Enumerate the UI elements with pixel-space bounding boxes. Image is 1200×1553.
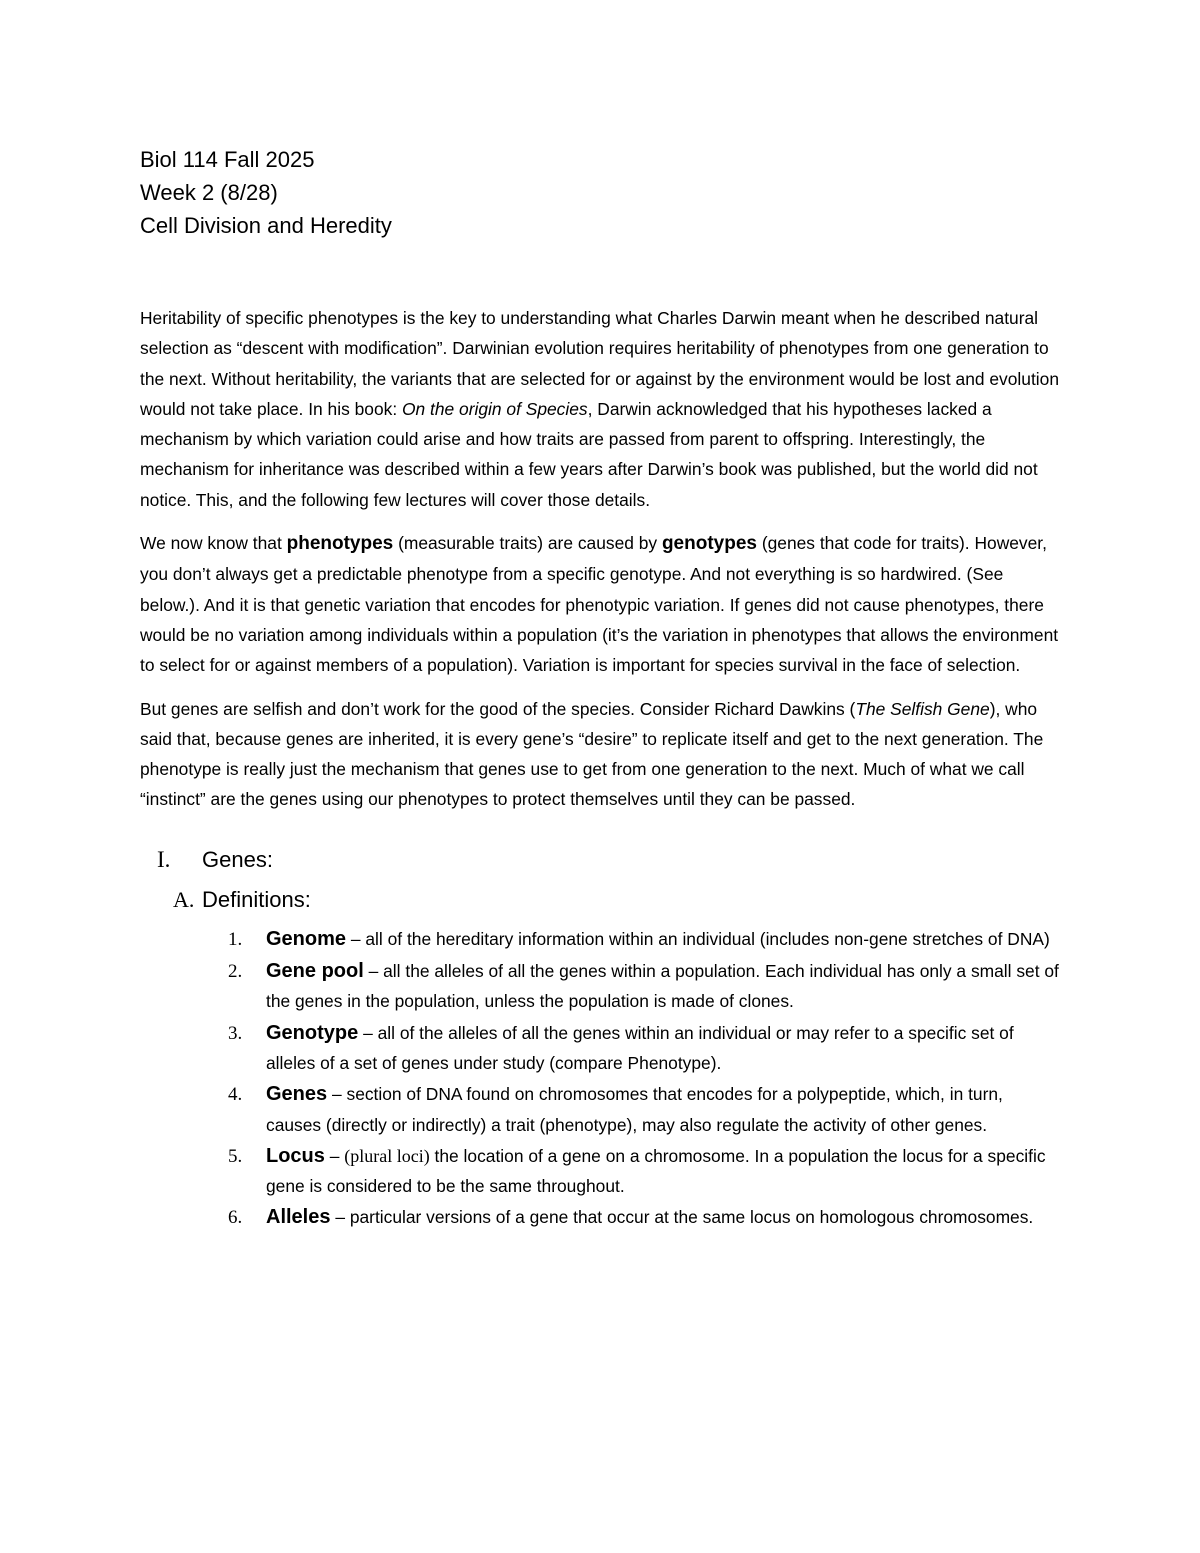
def-text: the location of a gene on a chromosome. In a population the locus for a specific gene is considered to be the same throughout. (266, 1145, 1046, 1197)
subsection-heading (140, 882, 1060, 918)
definitions-list (140, 924, 1060, 1234)
item-number: 1. (228, 928, 243, 950)
def-text: all of the alleles of all the genes within an individual or may refer to a specific set of alleles of a set of genes under study (compare Phenotype). (266, 1022, 1014, 1073)
term-phenotypes: phenotypes (286, 533, 394, 555)
def-term: Locus (266, 1144, 325, 1167)
week-label: Week 2 (8/28) (140, 180, 278, 205)
paragraph-genotypes (140, 528, 1060, 680)
list-item: 2. Gene pool – all the alleles of all the genes within a population. Each individual has only a small set of the genes in the population, unless the population is made of clones. (140, 956, 1060, 1017)
paragraph-text: (genes that code for traits). However, you don’t always get a predictable phenotype from a specific genotype. And not everything is so hardwired. (See below.). And it is that genetic variation that encodes for phenotypic variation. If genes did not cause phenotypes, there would be no variation among individuals within a population (it’s the variation in phenotypes that allows the environment to select for or against members of a population). Variation is important for species survival in the face of selection. (140, 533, 1059, 676)
section-heading (140, 842, 1060, 878)
subsection-title: Definitions: (202, 886, 311, 912)
paragraph-text: Heritability of specific phenotypes is the key to understanding what Charles Darwin meant when he described natural selection as “descent with modification”. Darwinian evolution requires heritability of phenotypes from one generation to the next. Without heritability, the variants that are selected for or against by the environment would be lost and evolution would not take place. In his book: (140, 308, 1060, 419)
def-plural-note: (plural loci) (344, 1145, 430, 1166)
list-item: 6. Alleles – particular versions of a gene that occur at the same locus on homologous chromosomes. (140, 1202, 1060, 1233)
paragraph-text: ), who said that, because genes are inherited, it is every gene’s “desire” to replicate itself and get to the next generation. The phenotype is really just the mechanism that genes use to get from one generation to the next. Much of what we call “instinct” are the genes using our phenotypes to protect themselves until they can be passed. (140, 698, 1044, 810)
list-item: 4. Genes – section of DNA found on chromosomes that encodes for a polypeptide, which, in turn, causes (directly or indirectly) a trait (phenotype), may also regulate the activity of other genes. (140, 1079, 1060, 1140)
def-text: particular versions of a gene that occur at the same locus on homologous chromosomes. (349, 1207, 1034, 1228)
def-term: Gene pool (266, 960, 364, 983)
item-number: 3. (228, 1022, 243, 1044)
subsection-number: A. (173, 886, 195, 912)
list-item: 1. Genome – all of the hereditary information within an individual (includes non-gene stretches of DNA) (140, 924, 1060, 955)
document-header (140, 143, 1060, 242)
paragraph-text: , Darwin acknowledged that his hypotheses lacked a mechanism by which variation could arise and how traits are passed from parent to offspring. Interestingly, the mechanism for inheritance was described within a few years after Darwin’s book was published, but the world did not notice. This, and the following few lectures will cover those details. (140, 398, 1038, 510)
paragraph-text: (measurable traits) are caused by (393, 533, 662, 554)
item-number: 2. (228, 961, 243, 983)
item-number: 5. (228, 1145, 243, 1167)
paragraph-selfish-gene (140, 694, 1060, 815)
section-number: I. (157, 846, 171, 872)
course-title: Biol 114 Fall 2025 (140, 147, 315, 172)
def-term: Genes (266, 1083, 328, 1106)
def-text: section of DNA found on chromosomes that encodes for a polypeptide, which, in turn, causes (directly or indirectly) a trait (phenotype), may also regulate the activity of other genes. (266, 1084, 1003, 1135)
def-text: all the alleles of all the genes within a population. Each individual has only a small set of the genes in the population, unless the population is made of clones. (266, 961, 1059, 1012)
list-item: 5. Locus – (plural loci) the location of a gene on a chromosome. In a population the locus for a specific gene is considered to be the same throughout. (140, 1141, 1060, 1202)
def-term: Genome (266, 927, 347, 950)
list-item: 3. Genotype – all of the alleles of all the genes within an individual or may refer to a specific set of alleles of a set of genes under study (compare Phenotype). (140, 1018, 1060, 1079)
def-term: Alleles (266, 1206, 331, 1229)
outline-section-genes (140, 842, 1060, 1234)
item-number: 6. (228, 1207, 243, 1229)
def-term: Genotype (266, 1021, 359, 1044)
paragraph-text: We now know that (140, 533, 287, 554)
item-number: 4. (228, 1084, 243, 1106)
paragraph-heritability (140, 303, 1060, 515)
def-text: all of the hereditary information within an individual (includes non-gene stretches of DNA) (365, 928, 1050, 949)
paragraph-text: But genes are selfish and don’t work for the good of the species. Consider Richard Dawkins ( (140, 698, 856, 719)
book-title-origin: On the origin of Species (402, 398, 588, 419)
term-genotypes: genotypes (661, 533, 757, 555)
book-title-selfish-gene: The Selfish Gene (855, 698, 990, 719)
topic-title: Cell Division and Heredity (140, 213, 392, 238)
section-title: Genes: (202, 846, 273, 872)
